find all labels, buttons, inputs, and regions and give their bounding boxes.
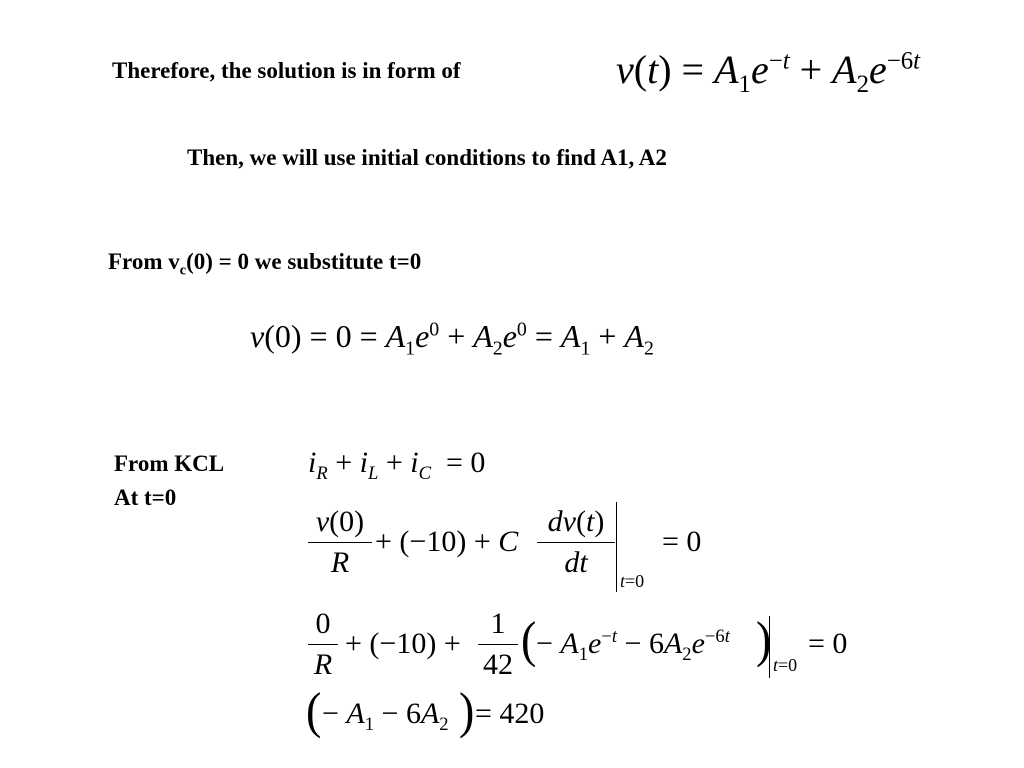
equation-solution: $v(t) = A_1e^{-t} + A_2e^{-6t}$ (616, 47, 921, 98)
paren-left: ( (521, 611, 537, 668)
kcl-equals-zero: = 0 (662, 525, 702, 558)
evaluation-subscript: t=0 (620, 571, 645, 591)
fraction-one-over-42: 1 42 (478, 606, 518, 683)
evaluation-subscript-2: t=0 (773, 655, 798, 675)
equation-initial-condition: $v(0) = 0 = A_1e^0 + A_2e^0 = A_1 + A_2$ (250, 318, 654, 360)
line-substitute-prefix: From v (108, 249, 180, 274)
evaluation-bar-2 (769, 616, 770, 678)
line-substitute-suffix: (0) = 0 we substitute t=0 (186, 249, 422, 274)
line-solution-intro: Therefore, the solution is in form of (112, 58, 461, 83)
fraction-v0-over-r: v(0) R (308, 504, 372, 581)
result-value: = 420 (475, 697, 545, 730)
paren-right: ) (756, 611, 772, 668)
kcl-numeric-middle: + (−10) + (345, 627, 461, 660)
result-paren-left: ( (306, 682, 322, 739)
fraction-dv-dt: dv(t) dt (537, 504, 615, 581)
kcl-numeric-bracket-content: − $A_1e^{-t} - 6A_2e^{-6t}$ (536, 626, 730, 665)
kcl-numeric-equals-zero: = 0 (808, 627, 848, 660)
fraction-zero-over-r: 0 R (308, 606, 338, 683)
kcl-time-label: At t=0 (114, 485, 177, 510)
result-paren-right: ) (459, 682, 475, 739)
kcl-middle-terms: + (−10) + C (375, 525, 519, 558)
kcl-label: From KCL (114, 451, 225, 476)
result-content: − $A_1 - 6A_2$ (322, 697, 449, 735)
line-substitute-sub: c (179, 262, 187, 279)
line-initial-conditions: Then, we will use initial conditions to find A1, A2 (187, 145, 667, 170)
equation-kcl: $i_R + i_L + i_C = 0$ (308, 446, 486, 484)
line-substitute (108, 249, 422, 279)
evaluation-bar (616, 502, 617, 592)
